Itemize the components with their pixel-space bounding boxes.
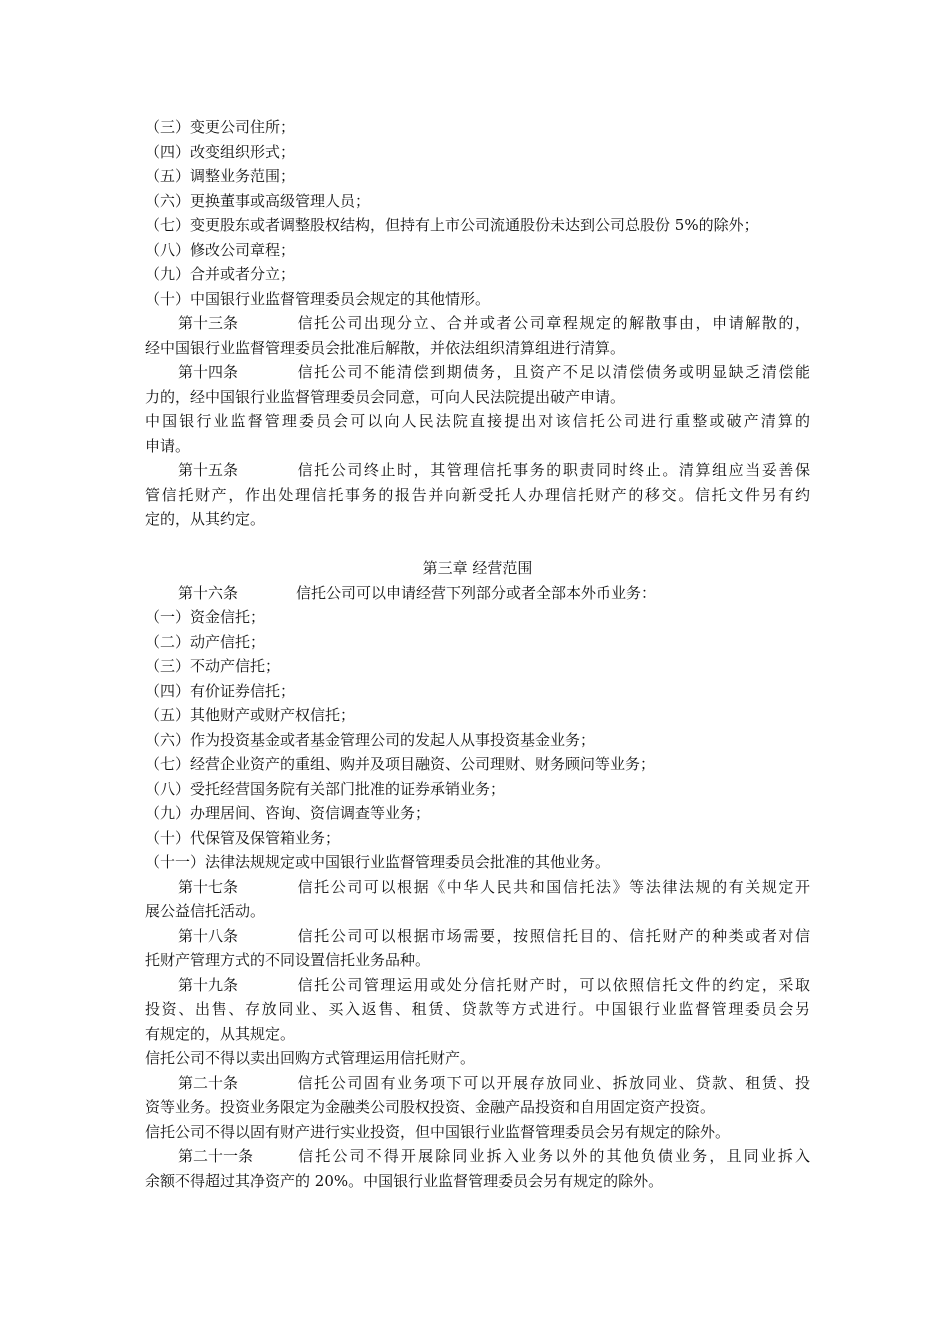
article-15-line: 定的，从其约定。 [145, 510, 266, 528]
list-item: （四）有价证券信托； [145, 681, 296, 700]
article-19-line: 信托公司不得以卖出回购方式管理运用信托财产。 [145, 1049, 476, 1067]
list-item: （九）办理居间、咨询、资信调查等业务； [145, 804, 431, 822]
list-item: （七）变更股东或者调整股权结构，但持有上市公司流通股份未达到公司总股份 5%的除外； [145, 216, 759, 234]
article-21-line [145, 1144, 810, 1169]
list-item: （五）其他财产或财产权信托； [145, 706, 356, 724]
article-18-line [145, 924, 810, 949]
article-text: 信托公司终止时，其管理信托事务的职责同时终止。清算组应当妥善保 [296, 461, 810, 479]
article-20-line [145, 1071, 810, 1096]
article-number: 第十七条 [178, 877, 239, 896]
list-item: （十）中国银行业监督管理委员会规定的其他情形。 [145, 289, 491, 308]
list-item: （三）变更公司住所； [145, 118, 296, 136]
article-19-line [145, 973, 810, 998]
document-page [145, 115, 810, 1193]
article-21-line: 余额不得超过其净资产的 20%。中国银行业监督管理委员会另有规定的除外。 [145, 1171, 664, 1190]
article-number: 第十五条 [178, 461, 239, 479]
article-number: 第十四条 [178, 363, 239, 381]
article-20-line: 资等业务。投资业务限定为金融类公司股权投资、金融产品投资和自用固定资产投资。 [145, 1098, 716, 1116]
article-17-line [145, 875, 810, 900]
article-19-line: 投资、出售、存放同业、买入返售、租赁、贷款等方式进行。中国银行业监督管理委员会另 [145, 1000, 810, 1018]
list-item: （七）经营企业资产的重组、购并及项目融资、公司理财、财务顾问等业务； [145, 755, 656, 773]
list-item: （三）不动产信托； [145, 657, 281, 675]
article-text: 信托公司可以根据市场需要，按照信托目的、信托财产的种类或者对信 [296, 926, 810, 945]
article-14-line [145, 360, 810, 385]
list-item: （六）更换董事或高级管理人员； [145, 191, 371, 210]
article-17-line: 展公益信托活动。 [145, 902, 266, 920]
article-text: 信托公司可以根据《中华人民共和国信托法》等法律法规的有关规定开 [296, 877, 810, 896]
article-text: 信托公司固有业务项下可以开展存放同业、拆放同业、贷款、租赁、投 [296, 1073, 810, 1092]
list-item: （十一）法律法规规定或中国银行业监督管理委员会批准的其他业务。 [145, 853, 611, 871]
article-13-line: 经中国银行业监督管理委员会批准后解散，并依法组织清算组进行清算。 [145, 338, 626, 357]
article-text: 信托公司出现分立、合并或者公司章程规定的解散事由，申请解散的， [296, 314, 810, 332]
article-number: 第十三条 [178, 314, 239, 332]
chapter-heading: 第三章 经营范围 [422, 559, 533, 577]
list-item: （八）修改公司章程； [145, 240, 296, 259]
list-item: （九）合并或者分立； [145, 265, 296, 283]
article-14-line: 申请。 [145, 436, 191, 455]
spacer [145, 532, 810, 557]
article-text: 信托公司管理运用或处分信托财产时，可以依照信托文件的约定，采取 [296, 975, 810, 994]
article-14-line: 中国银行业监督管理委员会可以向人民法院直接提出对该信托公司进行重整或破产清算的 [145, 412, 810, 430]
article-number: 第二十条 [178, 1073, 239, 1092]
list-item: （八）受托经营国务院有关部门批准的证券承销业务； [145, 779, 506, 798]
article-number: 第十九条 [178, 975, 239, 994]
article-text: 信托公司可以申请经营下列部分或者全部本外币业务： [296, 583, 657, 602]
list-item: （六）作为投资基金或者基金管理公司的发起人从事投资基金业务； [145, 730, 596, 749]
article-15-line [145, 458, 810, 483]
list-item: （五）调整业务范围； [145, 167, 296, 185]
article-20-line: 信托公司不得以固有财产进行实业投资，但中国银行业监督管理委员会另有规定的除外。 [145, 1122, 731, 1141]
article-text: 信托公司不能清偿到期债务，且资产不足以清偿债务或明显缺乏清偿能 [296, 363, 810, 381]
list-item: （二）动产信托； [145, 632, 266, 651]
article-16-line [145, 581, 810, 606]
article-13-line [145, 311, 810, 336]
list-item: （十）代保管及保管箱业务； [145, 828, 341, 847]
article-text: 信托公司不得开展除同业拆入业务以外的其他负债业务，且同业拆入 [296, 1147, 810, 1165]
article-15-line: 管信托财产，作出处理信托事务的报告并向新受托人办理信托财产的移交。信托文件另有约 [145, 485, 810, 504]
article-number: 第二十一条 [178, 1147, 254, 1165]
article-number: 第十六条 [178, 583, 239, 602]
list-item: （四）改变组织形式； [145, 142, 296, 161]
article-19-line: 有规定的，从其规定。 [145, 1024, 296, 1043]
list-item: （一）资金信托； [145, 608, 266, 626]
article-18-line: 托财产管理方式的不同设置信托业务品种。 [145, 951, 431, 969]
article-14-line: 力的，经中国银行业监督管理委员会同意，可向人民法院提出破产申请。 [145, 387, 626, 406]
article-number: 第十八条 [178, 926, 239, 945]
